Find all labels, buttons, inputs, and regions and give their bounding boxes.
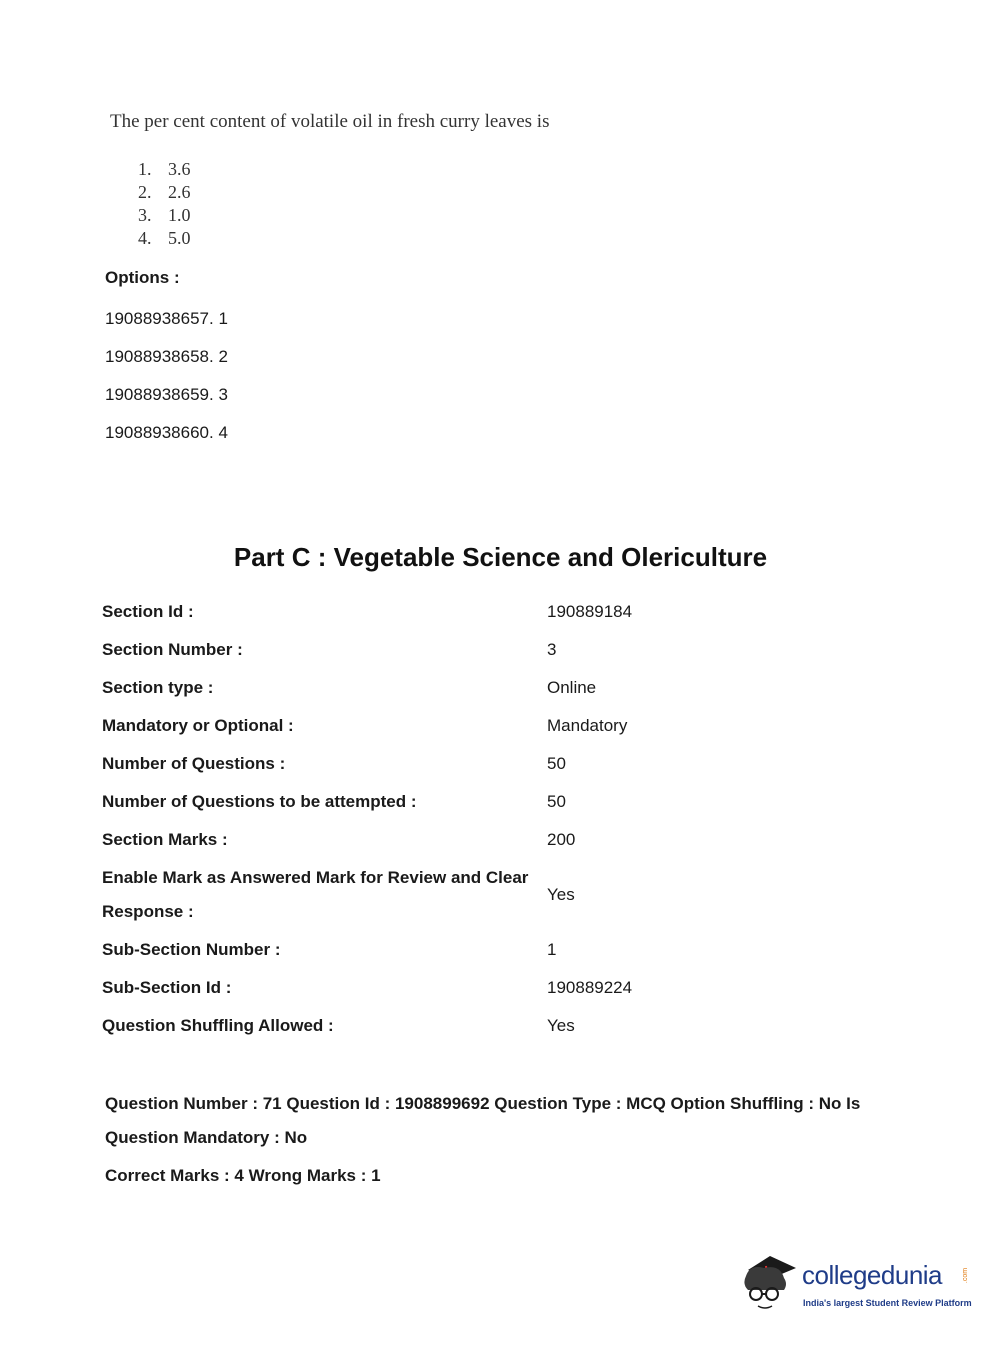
- info-row-num-attempted: Number of Questions to be attempted : 50: [102, 792, 566, 811]
- question-meta: [105, 1087, 925, 1193]
- info-row-subsection-id: Sub-Section Id : 190889224: [102, 978, 633, 997]
- options-title: Options :: [105, 268, 180, 287]
- choice-item: 1. 3.6: [138, 159, 191, 179]
- option-item: 19088938657. 1: [105, 309, 228, 328]
- section-info-table: [102, 593, 662, 1045]
- info-row-subsection-number: Sub-Section Number : 1: [102, 940, 557, 959]
- question-choices: [138, 158, 191, 250]
- logo-com: .com: [962, 1267, 970, 1284]
- option-item: 19088938658. 2: [105, 347, 228, 366]
- student-mascot-icon: [740, 1248, 802, 1318]
- option-item: 19088938660. 4: [105, 423, 228, 442]
- logo-tagline: India's largest Student Review Platform: [803, 1298, 972, 1308]
- collegedunia-logo: [740, 1248, 970, 1318]
- choice-item: 4. 5.0: [138, 228, 191, 248]
- choice-item: 3. 1.0: [138, 205, 191, 225]
- info-row-question-shuffling: Question Shuffling Allowed : Yes: [102, 1016, 575, 1035]
- info-row-enable-mark: Enable Mark as Answered Mark for Review and Clear Response : Yes: [102, 868, 575, 921]
- question-meta-line: Question Mandatory : No: [105, 1128, 308, 1147]
- info-row-section-number: Section Number : 3: [102, 640, 557, 659]
- logo-wordmark: collegedunia: [802, 1260, 943, 1290]
- question-meta-line: Question Number : 71 Question Id : 1908899692 Question Type : MCQ Option Shuffling : No Is: [105, 1094, 861, 1113]
- question-stem: The per cent content of volatile oil in fresh curry leaves is: [110, 111, 550, 132]
- info-row-section-id: Section Id : 190889184: [102, 602, 633, 621]
- options-list: [105, 306, 228, 458]
- option-item: 19088938659. 3: [105, 385, 228, 404]
- part-title: Part C : Vegetable Science and Olericulture: [233, 542, 768, 572]
- marks-line: Correct Marks : 4 Wrong Marks : 1: [105, 1166, 381, 1185]
- info-row-num-questions: Number of Questions : 50: [102, 754, 566, 773]
- info-row-section-marks: Section Marks : 200: [102, 830, 576, 849]
- info-row-mandatory: Mandatory or Optional : Mandatory: [102, 716, 628, 735]
- info-row-section-type: Section type : Online: [102, 678, 597, 697]
- choice-item: 2. 2.6: [138, 182, 191, 202]
